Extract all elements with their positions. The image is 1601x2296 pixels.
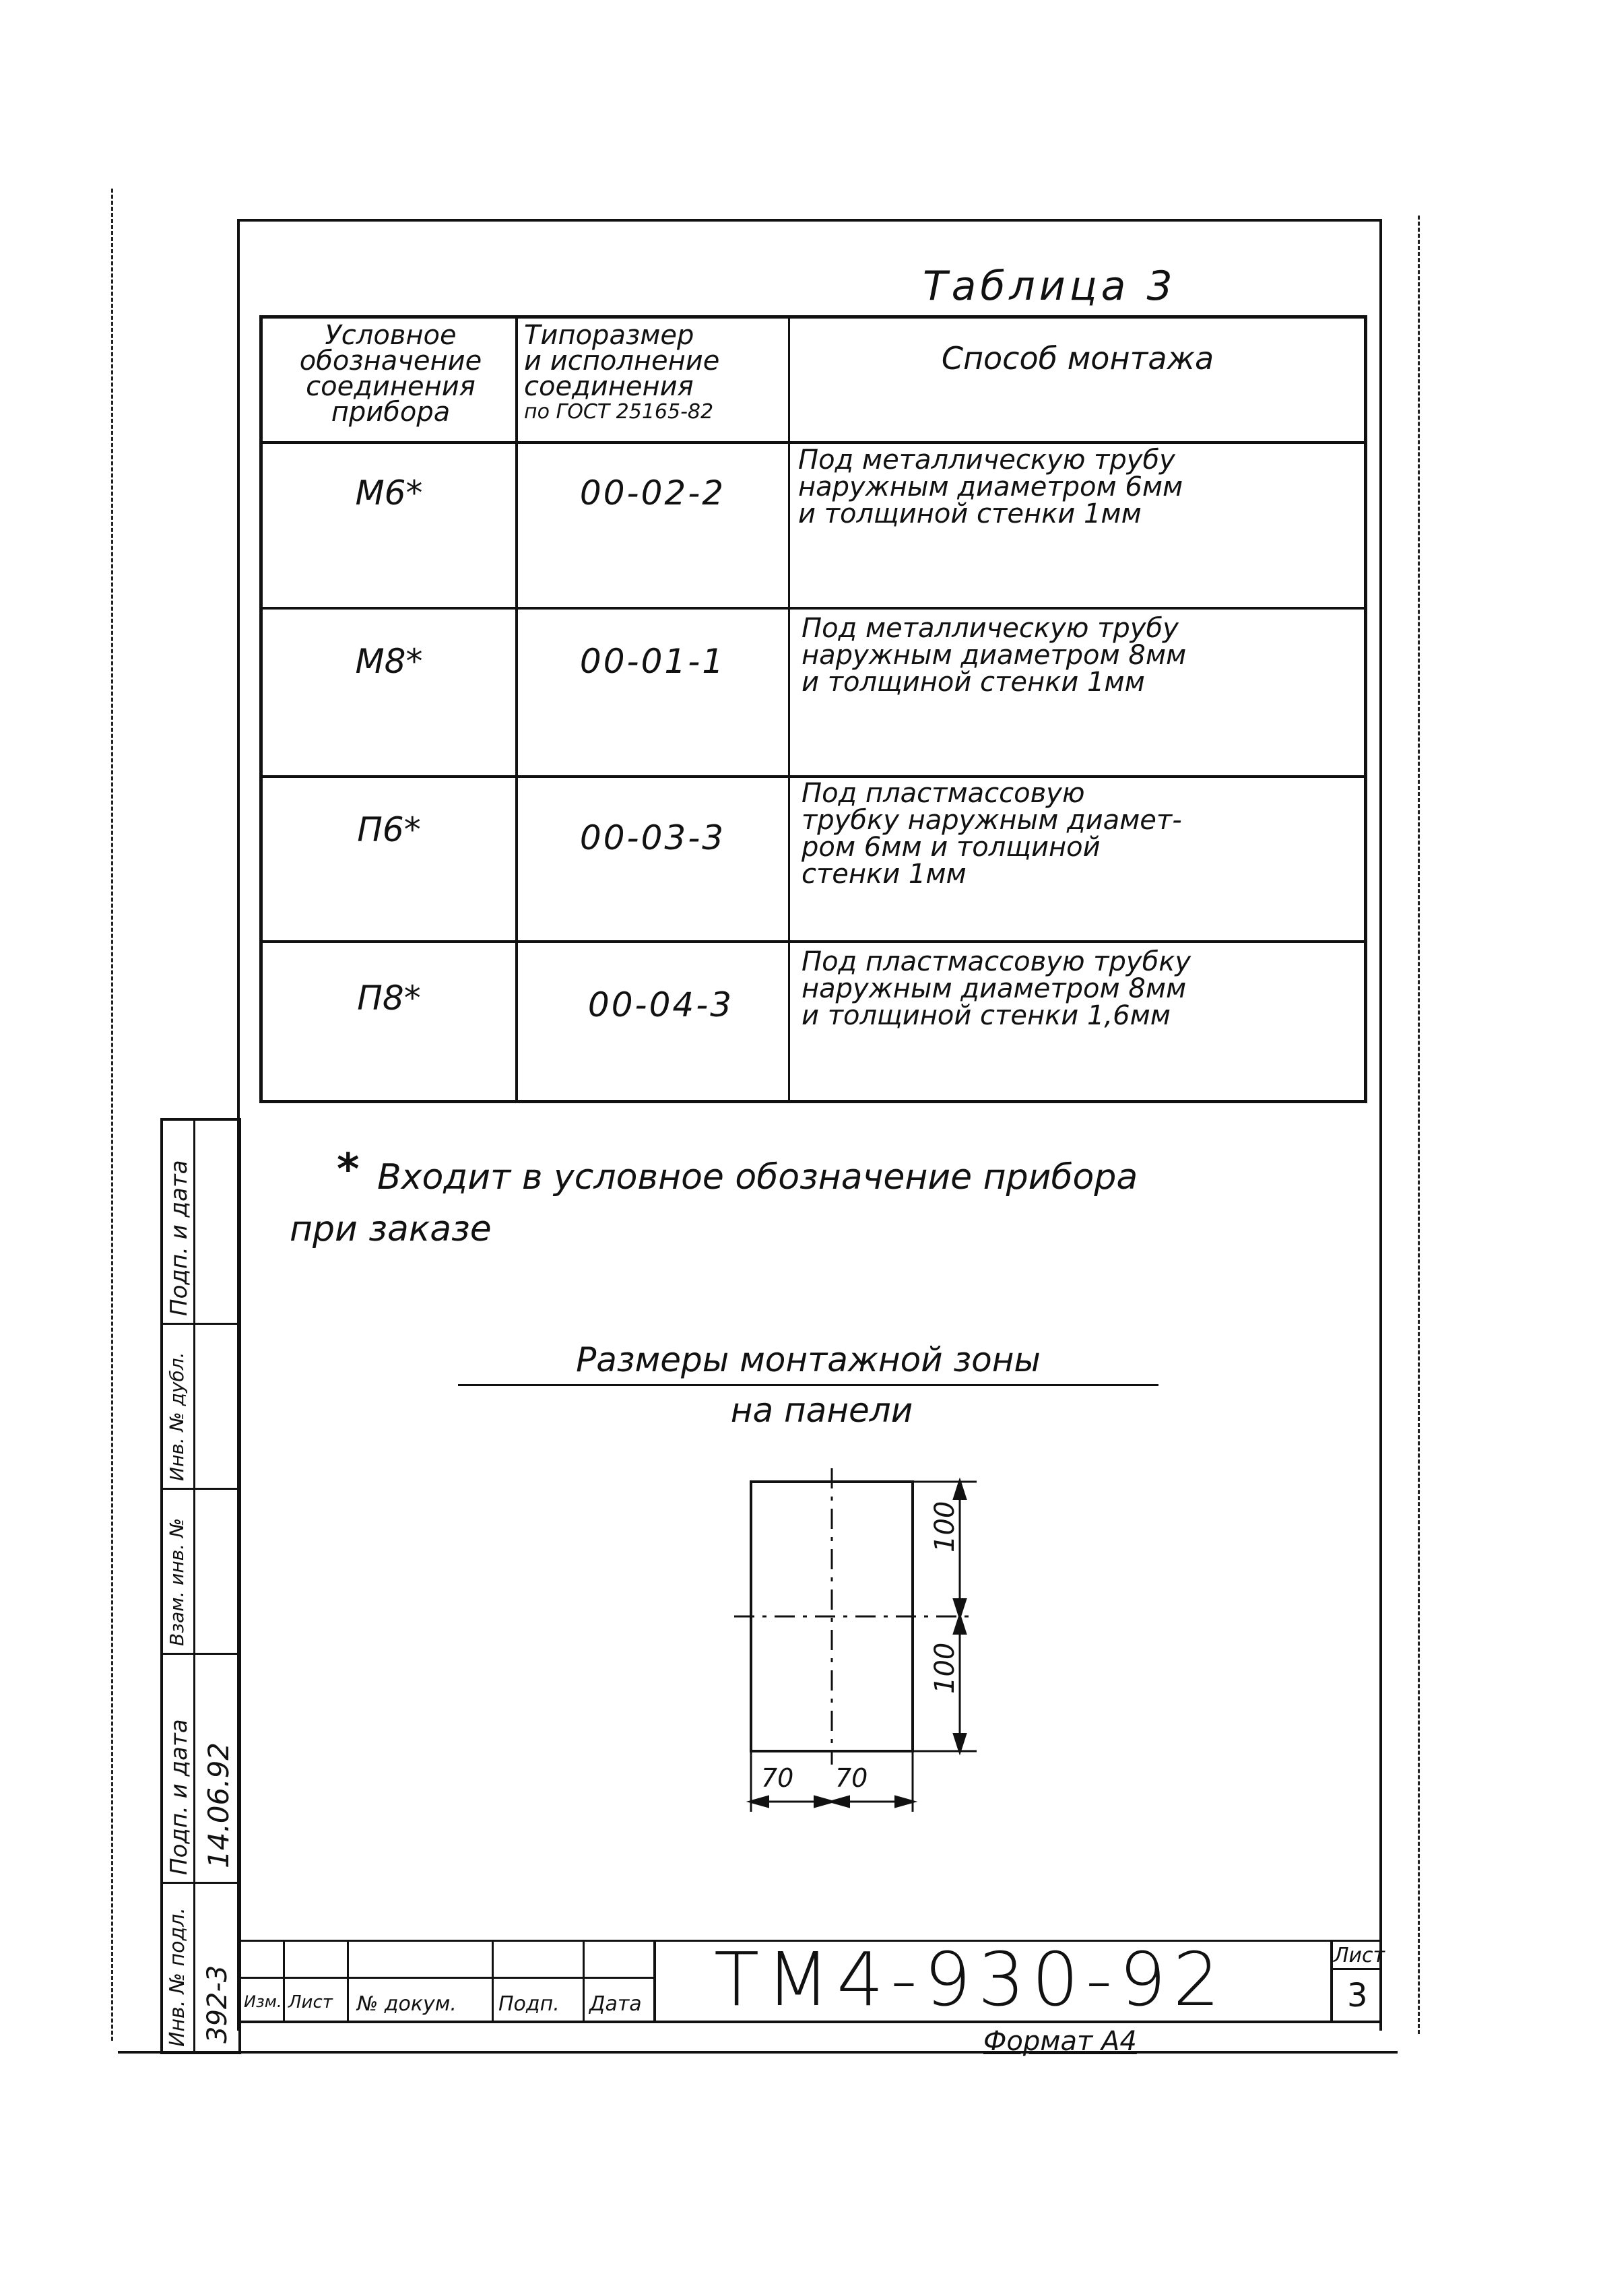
row-4-description: Под пластмассовую трубку наружным диаметром 8мм и толщиной стенки 1,6мм: [802, 946, 1191, 1031]
side-label-orig-inv: Инв. № подл.: [166, 1907, 189, 2047]
tb-col-6: [1330, 1940, 1333, 2021]
left-margin-line: [111, 189, 113, 2041]
right-margin-line: [1418, 216, 1420, 2034]
row-1-description: Под металлическую трубу наружным диаметром 6мм и толщиной стенки 1мм: [798, 445, 1183, 529]
side-date-value: 14.06.92: [202, 1742, 235, 1868]
section-title-line-2: на панели: [730, 1391, 913, 1430]
side-divider-1: [163, 1323, 238, 1325]
section-title-underline: [458, 1384, 1158, 1386]
dim-vertical-top: 100: [929, 1501, 960, 1552]
row-3-description: Под пластмассовую трубку наружным диамет- ром 6мм и толщиной стенки 1мм: [802, 778, 1182, 890]
tb-label-sheet: Лист: [288, 1992, 333, 2012]
side-label-sign-date-1: Подп. и дата: [166, 1160, 193, 1316]
document-number: ТМ4-930-92: [714, 1936, 1227, 2023]
format-label: Формат А4: [983, 2026, 1137, 2057]
tb-col-4: [583, 1940, 585, 2021]
dim-horizontal-left: 70: [761, 1763, 794, 1793]
footnote-line-2: при заказе: [290, 1209, 492, 1249]
row-divider-3: [263, 940, 1365, 943]
side-inv-value: 392-3: [202, 1965, 233, 2043]
table-caption: Таблица 3: [923, 263, 1177, 310]
header-type-size: Типоразмер и исполнение соединения по ГОСТ 25165-82: [524, 320, 720, 424]
dim-horizontal-right: 70: [835, 1763, 868, 1793]
dim-vertical-bottom: 100: [929, 1642, 960, 1694]
tb-col-5: [653, 1940, 656, 2021]
side-divider-2: [163, 1488, 238, 1490]
row-3-mark: П6*: [357, 810, 421, 849]
col-divider-2: [788, 319, 790, 1100]
side-divider-4: [163, 1882, 238, 1884]
side-label-dup-inv: Инв. № дубл.: [166, 1352, 188, 1481]
row-4-mark: П8*: [357, 979, 421, 1018]
header-designation: Условное обозначение соединения прибора: [299, 320, 482, 428]
tb-label-doc-no: № докум.: [357, 1992, 457, 2016]
tb-col-2: [347, 1940, 349, 2021]
row-2-description: Под металлическую трубу наружным диаметром 8мм и толщиной стенки 1мм: [802, 613, 1187, 698]
row-1-mark: М6*: [355, 473, 423, 513]
footnote-star: *: [337, 1145, 360, 1195]
sheet-number: 3: [1347, 1977, 1368, 2014]
side-label-replace-inv: Взам. инв. №: [166, 1517, 188, 1646]
tb-col-1: [283, 1940, 285, 2021]
row-1-code: 00-02-2: [579, 473, 726, 513]
tb-label-date: Дата: [589, 1992, 642, 2016]
bottom-outer-line: [118, 2051, 1398, 2054]
footnote-line-1: Входит в условное обозначение прибора: [377, 1157, 1138, 1198]
tb-label-change: Изм.: [244, 1992, 282, 2011]
side-divider-3: [163, 1653, 238, 1655]
tb-label-sign: Подп.: [498, 1992, 560, 2016]
section-title-line-1: Размеры монтажной зоны: [576, 1340, 1041, 1379]
sheet-label: Лист: [1334, 1944, 1385, 1967]
row-divider-1: [263, 607, 1365, 610]
tb-col-3: [492, 1940, 494, 2021]
row-2-code: 00-01-1: [579, 642, 726, 681]
row-3-code: 00-03-3: [579, 818, 726, 857]
row-2-mark: М8*: [355, 642, 423, 681]
header-mounting: Способ монтажа: [941, 340, 1214, 376]
row-4-code: 00-04-3: [587, 985, 734, 1024]
side-label-sign-date-2: Подп. и дата: [166, 1719, 193, 1875]
mounting-table: [259, 315, 1367, 1103]
mounting-zone-sketch: [707, 1462, 1044, 1839]
col-divider-1: [515, 319, 518, 1100]
tb-sheet-divider: [1330, 1968, 1382, 1970]
row-divider-0: [263, 441, 1365, 444]
side-stamp: [160, 1118, 241, 2054]
title-block-mid-line: [237, 1977, 655, 1979]
